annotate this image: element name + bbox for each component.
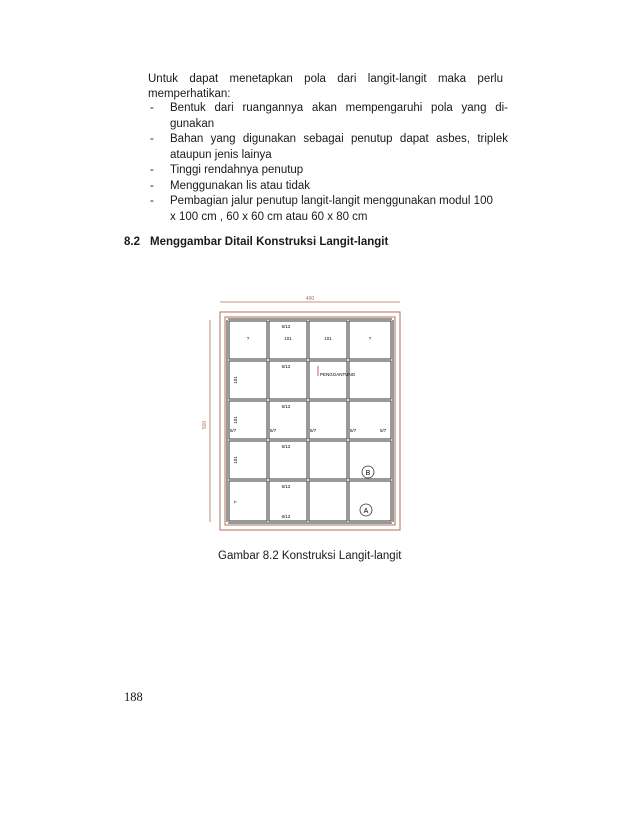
ceiling-plan-drawing	[190, 290, 430, 540]
list-item	[148, 132, 508, 163]
intro-line-1: Untuk dapat menetapkan pola dari langit-langit maka perlu	[148, 73, 503, 85]
consideration-list	[148, 101, 508, 225]
joist-label: 5/7	[350, 428, 357, 433]
wall-inner-outline	[225, 317, 395, 525]
joist-label: 5/7	[380, 428, 387, 433]
span-dimension: ?	[368, 336, 372, 341]
beam-label: 6/12	[281, 404, 291, 409]
joist-label: 5/7	[270, 428, 277, 433]
span-dimension: 101	[233, 416, 238, 424]
list-item	[148, 163, 508, 179]
beam-label: 6/12	[281, 364, 291, 369]
figure-caption: Gambar 8.2 Konstruksi Langit-langit	[218, 550, 402, 562]
section-heading	[124, 236, 388, 248]
span-dimension: ?	[246, 336, 250, 341]
span-dimension: ?	[233, 500, 238, 504]
intro-line-2: memperhatikan:	[148, 88, 231, 100]
page-number: 188	[124, 690, 143, 704]
height-dimension-label: 500	[202, 420, 208, 430]
list-item-line-1: Tinggi rendahnya penutup	[170, 164, 304, 176]
beam-label: 6/12	[281, 324, 291, 329]
beam-label: 6/12	[281, 444, 291, 449]
grid-highlights	[228, 320, 392, 522]
list-dash: -	[150, 164, 154, 176]
beam-label: 6/12	[281, 484, 291, 489]
list-item-line-2: ataupun jenis lainya	[170, 148, 272, 161]
list-item-line-1: Menggunakan lis atau tidak	[170, 179, 311, 192]
list-item	[148, 101, 508, 132]
section-marker-b-label: B	[365, 470, 371, 477]
hanger-label: PENGGANTUNG	[320, 372, 356, 377]
section-title: Menggambar Ditail Konstruksi Langit-langit	[150, 236, 389, 248]
span-dimension: 101	[284, 336, 292, 341]
wall-outline	[220, 312, 400, 530]
list-dash: -	[150, 133, 154, 145]
span-dimension: 101	[233, 376, 238, 384]
span-dimension: 101	[233, 456, 238, 464]
section-marker-a-label: A	[363, 508, 369, 515]
list-item	[148, 179, 508, 195]
width-dimension-label: 400	[305, 296, 315, 302]
list-dash: -	[150, 179, 154, 192]
section-number: 8.2	[124, 236, 140, 248]
ceiling-construction-figure	[190, 290, 430, 540]
joist-label: 5/7	[310, 428, 317, 433]
list-item-line-1: Pembagian jalur penutup langit-langit menggunakan modul 100	[170, 195, 493, 207]
list-item-line-1: Bahan yang digunakan sebagai penutup dapat asbes, triplek	[170, 133, 508, 145]
beam-label: 6/12	[281, 514, 291, 519]
joist-label: 5/7	[230, 428, 237, 433]
span-dimension: 101	[324, 336, 332, 341]
list-dash: -	[150, 102, 154, 114]
list-item	[148, 194, 508, 225]
list-item-line-1: Bentuk dari ruangannya akan mempengaruhi pola yang di-	[170, 102, 508, 114]
ceiling-grid	[228, 320, 392, 522]
list-dash: -	[150, 195, 154, 207]
list-item-line-2: x 100 cm , 60 x 60 cm atau 60 x 80 cm	[170, 210, 368, 223]
list-item-line-2: gunakan	[170, 117, 215, 130]
